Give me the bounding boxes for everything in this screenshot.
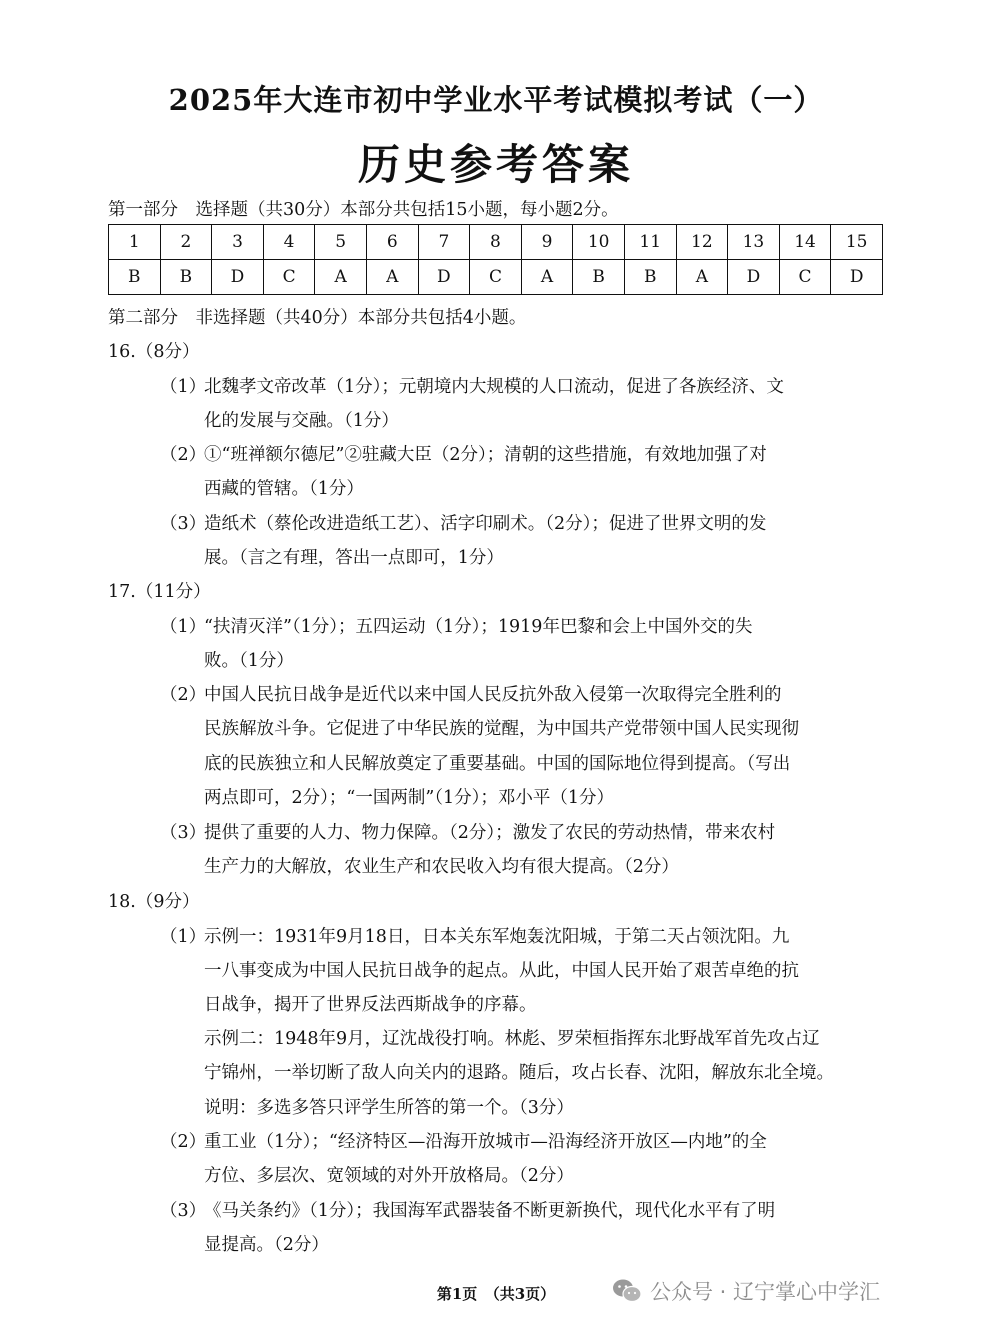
question-number-cell: 9 xyxy=(521,225,573,260)
question-number-cell: 14 xyxy=(779,225,831,260)
q18-sub3-line2: 显提高。（2分） xyxy=(204,1235,329,1255)
question-number-cell: 4 xyxy=(263,225,315,260)
q17-sub2-line2: 民族解放斗争。它促进了中华民族的觉醒，为中国共产党带领中国人民实现彻 xyxy=(204,719,799,739)
q16-sub1-line1: 北魏孝文帝改革（1分）；元朝境内大规模的人口流动，促进了各族经济、文 xyxy=(204,377,784,397)
q18-heading: 18.（9分） xyxy=(108,892,200,912)
exam-title: 2025年大连市初中学业水平考试模拟考试（一） xyxy=(168,83,824,117)
answer-table xyxy=(108,224,883,295)
answer-cell: D xyxy=(418,260,470,295)
question-number-cell: 13 xyxy=(728,225,780,260)
q17-sub1-line1: “扶清灭洋”（1分）；五四运动（1分）；1919年巴黎和会上中国外交的失 xyxy=(204,617,753,637)
question-number-cell: 3 xyxy=(212,225,264,260)
q18-sub2-number: （2） xyxy=(160,1132,207,1152)
q18-sub2-line1: 重工业（1分）；“经济特区—沿海开放城市—沿海经济开放区—内地”的全 xyxy=(204,1132,767,1152)
q18-sub1-line1: 示例一：1931年9月18日，日本关东军炮轰沈阳城，于第二天占领沈阳。九 xyxy=(204,927,790,947)
q18-sub3-line1: 《马关条约》（1分）；我国海军武器装备不断更新换代，现代化水平有了明 xyxy=(204,1201,776,1221)
answer-cell: B xyxy=(573,260,625,295)
answer-cell: A xyxy=(676,260,728,295)
page-footer: 第1页 （共3页） xyxy=(436,1285,556,1303)
watermark xyxy=(612,1276,880,1306)
q17-sub2-line4: 两点即可，2分）；“一国两制”（1分）；邓小平（1分） xyxy=(204,788,615,808)
answer-cell: A xyxy=(521,260,573,295)
q17-sub2-number: （2） xyxy=(160,685,207,705)
question-number-cell: 2 xyxy=(160,225,212,260)
watermark-text: 公众号 · 辽宁掌心中学汇 xyxy=(650,1280,881,1304)
q17-sub3-line2: 生产力的大解放，农业生产和农民收入均有很大提高。（2分） xyxy=(204,857,679,877)
q16-sub2-line2: 西藏的管辖。（1分） xyxy=(204,479,364,499)
q16-sub2-line1: ①“班禅额尔德尼”②驻藏大臣（2分）；清朝的这些措施，有效地加强了对 xyxy=(204,445,767,465)
answer-cell: A xyxy=(315,260,367,295)
q17-sub2-line3: 底的民族独立和人民解放奠定了重要基础。中国的国际地位得到提高。（写出 xyxy=(204,754,791,774)
answer-cell: C xyxy=(779,260,831,295)
question-number-cell: 6 xyxy=(366,225,418,260)
q17-sub2-line1: 中国人民抗日战争是近代以来中国人民反抗外敌入侵第一次取得完全胜利的 xyxy=(204,685,782,705)
q18-sub1-line4: 示例二：1948年9月，辽沈战役打响。林彪、罗荣桓指挥东北野战军首先攻占辽 xyxy=(204,1029,820,1049)
question-number-cell: 1 xyxy=(109,225,161,260)
answer-cell: B xyxy=(624,260,676,295)
answer-cell: C xyxy=(470,260,522,295)
q16-sub1-line2: 化的发展与交融。（1分） xyxy=(204,411,399,431)
answer-table-number-row xyxy=(109,225,883,260)
q17-sub3-line1: 提供了重要的人力、物力保障。（2分）；激发了农民的劳动热情，带来农村 xyxy=(204,823,776,843)
answer-cell: B xyxy=(109,260,161,295)
q18-sub1-line6: 说明：多选多答只评学生所答的第一个。（3分） xyxy=(204,1098,574,1118)
q18-sub1-line2: 一八事变成为中国人民抗日战争的起点。从此，中国人民开始了艰苦卓绝的抗 xyxy=(204,961,799,981)
q16-sub3-line1: 造纸术（蔡伦改进造纸工艺）、活字印刷术。（2分）；促进了世界文明的发 xyxy=(204,514,767,534)
q17-sub3-number: （3） xyxy=(160,823,207,843)
wechat-icon xyxy=(612,1278,642,1304)
q18-sub1-line3: 日战争，揭开了世界反法西斯战争的序幕。 xyxy=(204,995,537,1015)
q16-sub1-number: （1） xyxy=(160,377,207,397)
q16-sub3-line2: 展。（言之有理，答出一点即可，1分） xyxy=(204,548,504,568)
question-number-cell: 5 xyxy=(315,225,367,260)
answer-cell: D xyxy=(831,260,883,295)
answer-cell: D xyxy=(212,260,264,295)
q17-sub1-line2: 败。（1分） xyxy=(204,651,294,671)
q17-sub1-number: （1） xyxy=(160,617,207,637)
q18-sub1-line5: 宁锦州，一举切断了敌人向关内的退路。随后，攻占长春、沈阳，解放东北全境。 xyxy=(204,1063,834,1083)
question-number-cell: 15 xyxy=(831,225,883,260)
q16-sub2-number: （2） xyxy=(160,445,207,465)
answer-cell: D xyxy=(728,260,780,295)
q18-sub1-number: （1） xyxy=(160,927,207,947)
answer-cell: A xyxy=(366,260,418,295)
document-title: 历史参考答案 xyxy=(357,140,634,189)
part2-intro: 第二部分 非选择题（共40分）本部分共包括4小题。 xyxy=(108,308,527,328)
q16-heading: 16.（8分） xyxy=(108,342,200,362)
q17-heading: 17.（11分） xyxy=(108,582,211,602)
answer-cell: C xyxy=(263,260,315,295)
question-number-cell: 10 xyxy=(573,225,625,260)
answer-table-answer-row xyxy=(109,260,883,295)
part1-intro: 第一部分 选择题（共30分）本部分共包括15小题，每小题2分。 xyxy=(108,200,619,220)
q18-sub3-number: （3） xyxy=(160,1201,207,1221)
question-number-cell: 8 xyxy=(470,225,522,260)
question-number-cell: 7 xyxy=(418,225,470,260)
q16-sub3-number: （3） xyxy=(160,514,207,534)
question-number-cell: 12 xyxy=(676,225,728,260)
answer-cell: B xyxy=(160,260,212,295)
question-number-cell: 11 xyxy=(624,225,676,260)
q18-sub2-line2: 方位、多层次、宽领域的对外开放格局。（2分） xyxy=(204,1166,574,1186)
